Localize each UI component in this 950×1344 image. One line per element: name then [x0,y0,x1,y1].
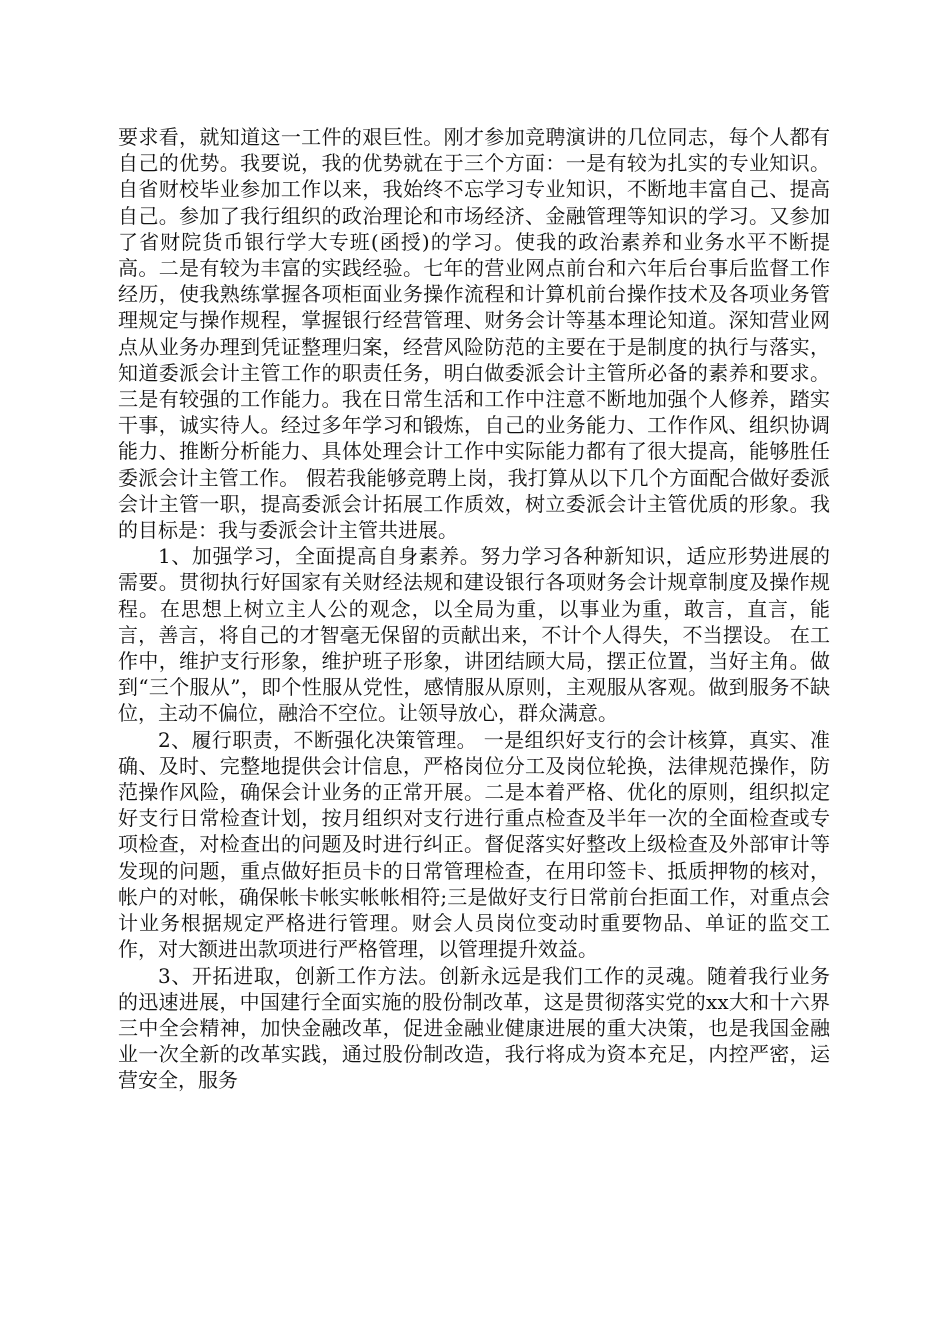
document-body [118,124,830,1094]
paragraph-point-3: 3、开拓进取，创新工作方法。创新永远是我们工作的灵魂。随着我行业务的迅速进展，中国建行全面实施的股份制改革，这是贯彻落实党的xx大和十六界三中全会精神，加快金融改革，促进金融业健康进展的重大决策，也是我国金融业一次全新的改革实践，通过股份制改造，我行将成为资本充足，内控严密，运营安全，服务 [118,963,830,1093]
paragraph-point-1: 1、加强学习，全面提高自身素养。努力学习各种新知识，适应形势进展的需要。贯彻执行好国家有关财经法规和建设银行各项财务会计规章制度及操作规程。在思想上树立主人公的观念，以全局为重，以事业为重，敢言，直言，能言，善言，将自己的才智毫无保留的贡献出来，不计个人得失，不当摆设。 在工作中，维护支行形象，维护班子形象，讲团结顾大局，摆正位置，当好主角。做到“三个服从”，即个性服从党性，感情服从原则，主观服从客观。做到服务不缺位，主动不偏位，融洽不空位。让领导放心，群众满意。 [118,544,830,726]
paragraph-intro: 要求看，就知道这一工件的艰巨性。刚才参加竞聘演讲的几位同志，每个人都有自己的优势。我要说，我的优势就在于三个方面：一是有较为扎实的专业知识。自省财校毕业参加工作以来，我始终不忘学习专业知识，不断地丰富自己、提高自己。参加了我行组织的政治理论和市场经济、金融管理等知识的学习。又参加了省财院货币银行学大专班(函授)的学习。使我的政治素养和业务水平不断提高。二是有较为丰富的实践经验。七年的营业网点前台和六年后台事后监督工作经历，使我熟练掌握各项柜面业务操作流程和计算机前台操作技术及各项业务管理规定与操作规程，掌握银行经营管理、财务会计等基本理论知道。深知营业网点从业务办理到凭证整理归案，经营风险防范的主要在于是制度的执行与落实，知道委派会计主管工作的职责任务，明白做委派会计主管所必备的素养和要求。三是有较强的工作能力。我在日常生活和工作中注意不断地加强个人修养，踏实干事，诚实待人。经过多年学习和锻炼，自己的业务能力、工作作风、组织协调能力、推断分析能力、具体处理会计工作中实际能力都有了很大提高，能够胜任委派会计主管工作。 假若我能够竞聘上岗，我打算从以下几个方面配合做好委派会计主管一职，提高委派会计拓展工作质效，树立委派会计主管优质的形象。我的目标是：我与委派会计主管共进展。 [118,125,830,543]
paragraph-point-2: 2、履行职责，不断强化决策管理。 一是组织好支行的会计核算，真实、准确、及时、完整地提供会计信息，严格岗位分工及岗位轮换，法律规范操作，防范操作风险，确保会计业务的正常开展。二是本着严格、优化的原则，组织拟定好支行日常检查计划，按月组织对支行进行重点检查及半年一次的全面检查或专项检查，对检查出的问题及时进行纠正。督促落实好整改上级检查及外部审计等发现的问题，重点做好拒员卡的日常管理检查，在用印签卡、抵质押物的核对，帐户的对帐，确保帐卡帐实帐帐相符;三是做好支行日常前台拒面工作，对重点会计业务根据规定严格进行管理。财会人员岗位变动时重要物品、单证的监交工作，对大额进出款项进行严格管理，以管理提升效益。 [118,727,830,962]
